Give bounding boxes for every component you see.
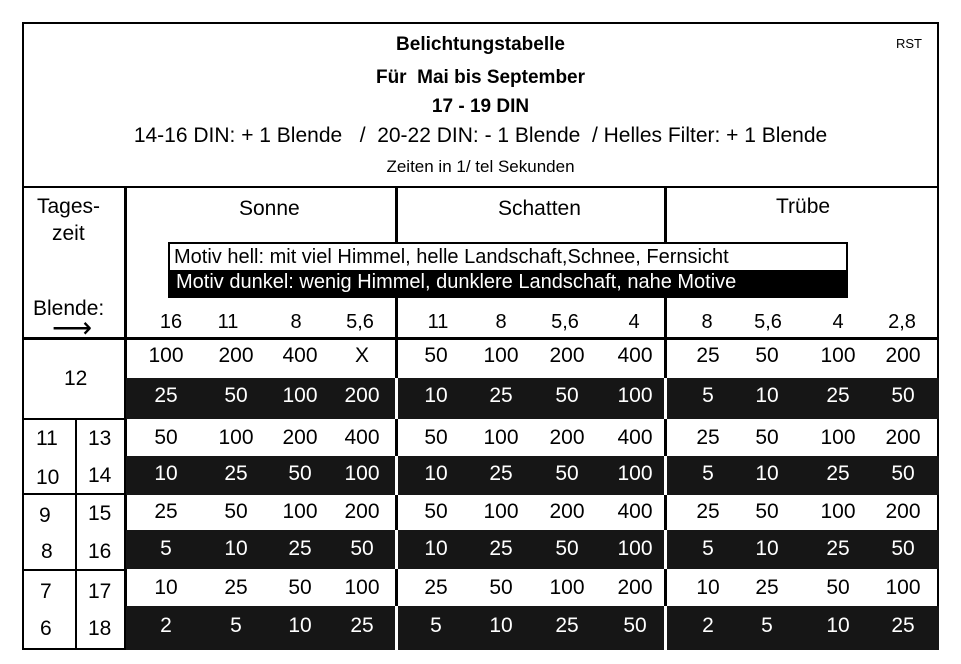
exposure-time-cell: 200 [218,344,254,367]
aperture-value: 5,6 [551,311,579,333]
aperture-value: 16 [159,311,183,333]
exposure-time-cell: 25 [489,384,513,407]
time-label: 16 [88,540,112,563]
exposure-time-cell: 25 [489,462,513,485]
exposure-time-cell: 10 [489,614,513,637]
exposure-time-cell: 50 [424,500,448,523]
aperture-value: 5,6 [754,311,782,333]
aperture-value: 5,6 [346,311,374,333]
exposure-time-cell: 200 [282,426,318,449]
exposure-time-cell: 50 [154,426,178,449]
exposure-time-cell: 100 [483,500,519,523]
exposure-time-cell: 200 [549,500,585,523]
motiv-dunkel-box [170,270,846,296]
exposure-time-cell: 25 [154,384,178,407]
tageszeit-label-1: Tages- [37,195,101,218]
exposure-time-cell: 100 [549,576,585,599]
exposure-time-cell: 10 [755,537,779,560]
exposure-time-cell: 50 [489,576,513,599]
exposure-time-cell: 50 [224,384,248,407]
exposure-time-cell: 10 [424,537,448,560]
exposure-time-cell: 25 [489,537,513,560]
exposure-time-cell: 100 [617,462,653,485]
exposure-time-cell: 25 [696,426,720,449]
exposure-time-cell: 10 [224,537,248,560]
exposure-time-cell: 5 [702,462,714,485]
exposure-time-cell: 100 [483,426,519,449]
exposure-time-cell: 25 [755,576,779,599]
exposure-time-cell: 10 [826,614,850,637]
exposure-time-cell: 5 [430,614,442,637]
exposure-time-cell: 50 [424,344,448,367]
time-label: 8 [41,540,53,563]
exposure-time-cell: 25 [424,576,448,599]
time-label: 6 [40,617,52,640]
exposure-time-cell: 5 [702,384,714,407]
exposure-time-cell: 50 [555,384,579,407]
exposure-time-cell: X [354,344,369,367]
time-label: 9 [39,504,51,527]
time-unit-note: Zeiten in 1/ tel Sekunden [386,157,575,176]
exposure-time-cell: 25 [555,614,579,637]
aperture-value: 2,8 [888,311,916,333]
film-speed: 17 - 19 DIN [431,96,530,117]
exposure-time-cell: 25 [224,576,248,599]
time-split-divider [75,418,77,650]
exposure-time-cell: 50 [424,426,448,449]
exposure-time-cell: 200 [549,426,585,449]
group-sonne: Sonne [239,197,300,220]
exposure-time-cell: 50 [623,614,647,637]
exposure-time-cell: 50 [224,500,248,523]
time-label: 11 [36,427,58,450]
exposure-time-cell: 25 [826,462,850,485]
exposure-time-cell: 400 [617,344,653,367]
aperture-value: 11 [427,311,449,333]
exposure-time-cell: 100 [344,462,380,485]
aperture-value: 8 [290,311,302,333]
blende-label: Blende: [33,297,105,320]
exposure-time-cell: 10 [154,462,178,485]
rst-badge: RST [896,36,922,51]
exposure-time-cell: 400 [282,344,318,367]
exposure-time-cell: 200 [885,500,921,523]
time-label: 7 [40,580,52,603]
exposure-time-cell: 5 [702,537,714,560]
row-divider [22,418,126,420]
row-divider [22,569,126,571]
group-truebe: Trübe [776,195,831,218]
exposure-time-cell: 100 [218,426,254,449]
group-schatten: Schatten [498,197,581,220]
exposure-time-cell: 2 [702,614,714,637]
exposure-time-cell: 25 [826,384,850,407]
exposure-time-cell: 50 [891,462,915,485]
exposure-time-cell: 100 [617,537,653,560]
exposure-time-cell: 25 [154,500,178,523]
exposure-time-cell: 200 [344,384,380,407]
exposure-time-cell: 25 [288,537,312,560]
aperture-value: 11 [217,311,239,333]
exposure-time-cell: 2 [160,614,172,637]
aperture-value: 4 [832,311,844,333]
exposure-time-cell: 400 [617,500,653,523]
row-divider [22,493,126,495]
header-divider [22,186,939,188]
time-label: 13 [88,427,112,450]
exposure-time-cell: 25 [891,614,915,637]
exposure-time-cell: 200 [885,344,921,367]
exposure-time-cell: 200 [617,576,653,599]
tageszeit-label-2: zeit [52,222,85,245]
time-label: 10 [36,466,60,489]
exposure-time-cell: 5 [160,537,172,560]
time-label: 18 [88,617,112,640]
exposure-time-cell: 200 [885,426,921,449]
exposure-time-cell: 50 [555,537,579,560]
time-label: 12 [64,367,88,390]
aperture-value: 8 [495,311,507,333]
exposure-time-cell: 5 [761,614,773,637]
exposure-time-cell: 50 [891,384,915,407]
exposure-time-cell: 5 [230,614,242,637]
exposure-time-cell: 25 [696,500,720,523]
exposure-time-cell: 50 [891,537,915,560]
time-label: 15 [88,502,112,525]
time-label: 17 [88,580,112,603]
exposure-time-cell: 100 [617,384,653,407]
column-header-divider [22,337,939,340]
exposure-time-cell: 400 [617,426,653,449]
exposure-time-cell: 25 [696,344,720,367]
exposure-time-cell: 10 [755,462,779,485]
exposure-time-cell: 25 [224,462,248,485]
exposure-time-cell: 50 [288,576,312,599]
exposure-time-cell: 100 [820,426,856,449]
exposure-time-cell: 10 [154,576,178,599]
motiv-hell-text: Motiv hell: mit viel Himmel, helle Landschaft,Schnee, Fernsicht [174,246,729,268]
exposure-time-cell: 100 [820,500,856,523]
exposure-time-cell: 100 [344,576,380,599]
right-arrow-icon: ⟶ [52,312,93,343]
exposure-time-cell: 50 [755,344,779,367]
exposure-time-cell: 50 [826,576,850,599]
correction-note: 14-16 DIN: + 1 Blende / 20-22 DIN: - 1 Blende / Helles Filter: + 1 Blende [133,124,828,147]
exposure-time-cell: 25 [826,537,850,560]
aperture-value: 4 [628,311,640,333]
exposure-time-cell: 400 [344,426,380,449]
exposure-time-cell: 25 [350,614,374,637]
exposure-time-cell: 200 [344,500,380,523]
exposure-time-cell: 100 [885,576,921,599]
exposure-time-cell: 100 [148,344,184,367]
exposure-time-cell: 50 [555,462,579,485]
exposure-time-cell: 50 [350,537,374,560]
exposure-time-cell: 10 [288,614,312,637]
exposure-time-cell: 10 [755,384,779,407]
exposure-time-cell: 10 [424,462,448,485]
exposure-time-cell: 200 [549,344,585,367]
exposure-time-cell: 100 [282,500,318,523]
table-subtitle: Für Mai bis September [375,67,586,88]
time-label: 14 [88,464,112,487]
exposure-time-cell: 10 [696,576,720,599]
exposure-time-cell: 50 [755,500,779,523]
exposure-time-cell: 100 [483,344,519,367]
exposure-time-cell: 10 [424,384,448,407]
table-title: Belichtungstabelle [396,34,565,55]
motiv-dunkel-text: Motiv dunkel: wenig Himmel, dunklere Landschaft, nahe Motive [176,271,737,293]
exposure-time-cell: 100 [820,344,856,367]
exposure-time-cell: 50 [755,426,779,449]
exposure-time-cell: 50 [288,462,312,485]
exposure-time-cell: 100 [282,384,318,407]
aperture-value: 8 [701,311,713,333]
